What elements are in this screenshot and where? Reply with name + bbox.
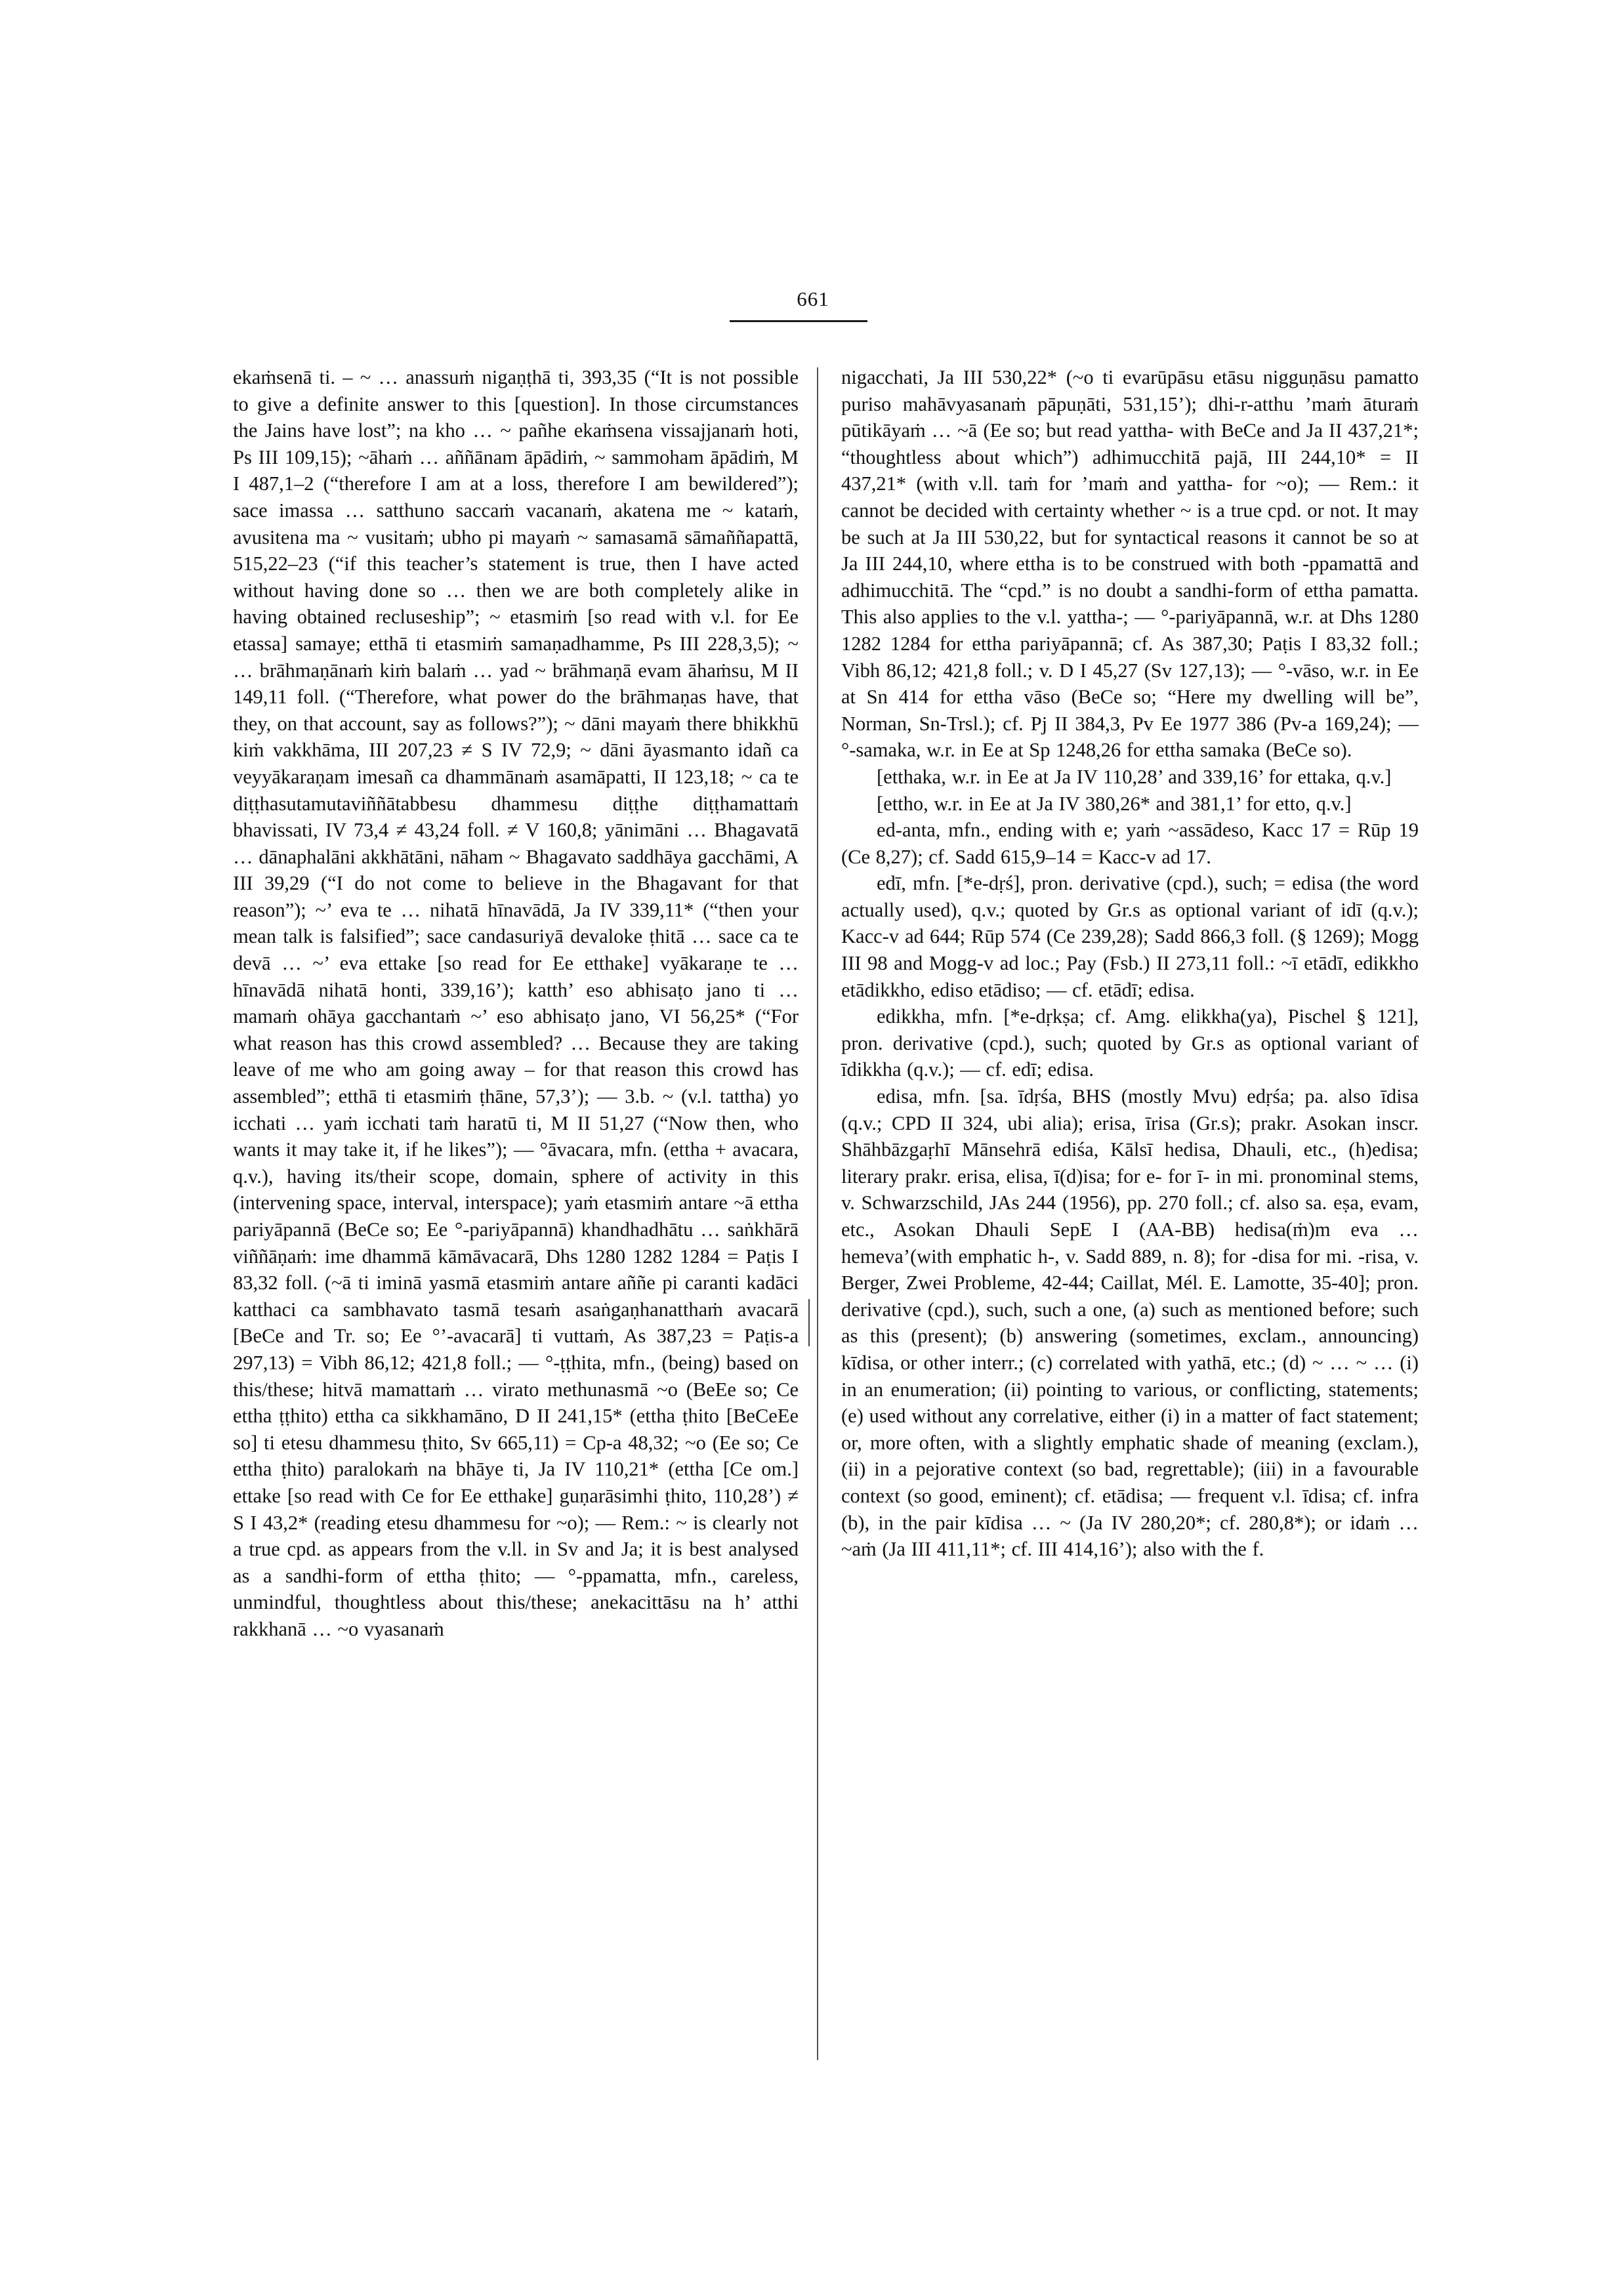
left-column-text: ekaṁsenā ti. – ~ … anassuṁ nigaṇṭhā ti, 393,35 (“It is not possible to give a definite answer to this [question]. In those circumstances the Jains have lost”; na kho … ~ pañhe ekaṁsena vissajjanaṁ hoti, Ps III 109,15); ~āhaṁ … aññānam āpādiṁ, ~ sammoham āpādiṁ, M I 487,1–2 (“therefore I am at a loss, therefore I am bewildered”); sace imassa … satthuno saccaṁ vacanaṁ, akatena me ~ kataṁ, avusitena ma ~ vusitaṁ; ubho pi mayaṁ ~ samasamā sāmaññapattā, 515,22–23 (“if this teacher’s statement is true, then I have acted without having done so … then we are both completely alike in having obtained recluseship”; ~ etasmiṁ [so read with v.l. for Ee etassa] samaye; etthā ti etasmiṁ samaṇadhamme, Ps III 228,3,5); ~ … brāhmaṇānaṁ kiṁ balaṁ … yad ~ brāhmaṇā evam āhaṁsu, M II 149,11 foll. (“Therefore, what power do the brāhmaṇas have, that they, on that account, say as follows?”); ~ dāni mayaṁ there bhikkhū kiṁ vakkhāma, III 207,23 ≠ S IV 72,9; ~ dāni āyasmanto idañ ca veyyākaraṇam imesañ ca dhammānaṁ asamāpatti, II 123,18; ~ ca te diṭṭhasutamutaviññātabbesu dhammesu diṭṭhe diṭṭhamattaṁ bhavissati, IV 73,4 ≠ 43,24 foll. ≠ V 160,8; yānimāni … Bhagavatā … dānaphalāni akkhātāni, nāham ~ Bhagavato saddhāya gacchāmi, A III 39,29 (“I do not come to believe in the Bhagavant for that reason”); ~’ eva te … nihatā hīnavādā, Ja IV 339,11* (“then your mean talk is falsified”; sace candasuriyā devaloke ṭhitā … sace ca te devā … ~’ eva ettake [so read for Ee etthake] vyākaraṇe te … hīnavādā nihatā honti, 339,16’); katth’ eso abhisaṭo jano ti … mamaṁ ohāya gacchantaṁ ~’ eso abhisaṭo jano, VI 56,25* (“For what reason has this crowd assembled? … Because they are taking leave of me who am going away – for that reason this crowd has assembled”; etthā ti etasmiṁ ṭhāne, 57,3’); — 3.b. ~ (v.l. tattha) yo icchati … yaṁ icchati taṁ haratū ti, M II 51,27 (“Now then, who wants it may take it, if he likes”); — °āvacara, mfn. (ettha + avacara, q.v.), having its/their scope, domain, sphere of activity in this (intervening space, interval, interspace); yaṁ etasmiṁ antare ~ā ettha pariyāpannā (BeCe so; Ee °-pariyāpannā) khandhadhātu … saṅkhārā viññāṇaṁ: ime dhammā kāmāvacarā, Dhs 1280 1282 1284 = Paṭis I 83,32 foll. (~ā ti iminā yasmā etasmiṁ antare aññe pi caranti kadāci katthaci ca sambhavato tasmā tesaṁ asaṅgaṇhanatthaṁ avacarā [BeCe and Tr. so; Ee °’-avacarā] ti vuttaṁ, As 387,23 = Paṭis-a 297,13) = Vibh 86,12; 421,8 foll.; — °-ṭṭhita, mfn., (being) based on this/these; hitvā mamattaṁ … virato methunasmā ~o (BeEe so; Ce ettha ṭṭhito) ettha ca sikkhamāno, D II 241,15* (ettha ṭhito [BeCeEe so] ti etesu dhammesu ṭhito, Sv 665,11) = Cp-a 48,32; ~o (Ee so; Ce ettha ṭhito) paralokaṁ na bhāye ti, Ja IV 110,21* (ettha [Ce om.] ettake [so read with Ce for Ee etthake] guṇarāsimhi ṭhito, 110,28’) ≠ S I 43,2* (reading etesu dhammesu for ~o); — Rem.: ~ is clearly not a true cpd. as appears from the v.ll. in Sv and Ja; it is best analysed as a sandhi-form of ettha ṭhito; — °-ppamatta, mfn., careless, unmindful, thoughtless about this/these; anekacittāsu na h’ atthi rakkhanā … ~o vyasanaṁ bbox=[233, 366, 799, 1640]
column-divider bbox=[817, 367, 818, 2060]
right-column bbox=[841, 364, 1419, 1563]
page-number: 661 bbox=[797, 287, 829, 310]
entry-ettho: [ettho, w.r. in Ee at Ja IV 380,26* and 381,1’ for etto, q.v.] bbox=[877, 792, 1352, 815]
entry-edikkha: edikkha, mfn. [*e-dṛkṣa; cf. Amg. elikkha(ya), Pischel § 121], pron. derivative (cpd.), such; quoted by Gr.s as optional variant of īdikkha (q.v.); — cf. edī; edisa. bbox=[841, 1005, 1419, 1081]
header-rule bbox=[730, 320, 867, 322]
left-column bbox=[233, 364, 799, 1643]
entry-ed-anta: ed-anta, mfn., ending with e; yaṁ ~assādeso, Kacc 17 = Rūp 19 (Ce 8,27); cf. Sadd 615,9–14 = Kacc-v ad 17. bbox=[841, 819, 1419, 868]
entry-ettha-continuation: nigacchati, Ja III 530,22* (~o ti evarūpāsu etāsu nigguṇāsu pamatto puriso mahāvyasanaṁ pāpuṇāti, 531,15’); dhi-r-atthu ’maṁ āturaṁ pūtikāyaṁ … ~ā (Ee so; but read yattha- with BeCe and Ja II 437,21*; “thoughtless about which”) adhimucchitā pajā, III 244,10* = II 437,21* (with v.ll. taṁ for ’maṁ and yattha- for ~o); — Rem.: it cannot be decided with certainty whether ~ is a true cpd. or not. It may be such at Ja III 530,22, but for syntactical reasons it cannot be so at Ja III 244,10, where ettha is to be construed with both -ppamattā and adhimucchitā. The “cpd.” is no doubt a sandhi-form of ettha pamatta. This also applies to the v.l. yattha-; — °-pariyāpannā, w.r. at Dhs 1280 1282 1284 for ettha pariyāpannā; cf. As 387,30; Paṭis I 83,32 foll.; Vibh 86,12; 421,8 foll.; v. D I 45,27 (Sv 127,13); — °-vāso, w.r. in Ee at Sn 414 for ettha vāso (BeCe so; “Here my dwelling will be”, Norman, Sn-Trsl.); cf. Pj II 384,3, Pv Ee 1977 386 (Pv-a 169,24); — °-samaka, w.r. in Ee at Sp 1248,26 for ettha samaka (BeCe so). bbox=[841, 366, 1419, 762]
entry-edisa: edisa, mfn. [sa. īdṛśa, BHS (mostly Mvu) edṛśa; pa. also īdisa (q.v.; CPD II 324, ubi alia); erisa, īrisa (Gr.s); prakr. Asokan inscr. Shāhbāzgaṛhī Mānsehrā ediśa, Kālsī hedisa, Dhauli, etc., (h)edisa; literary prakr. erisa, elisa, ī(d)isa; for e- for ī- in mi. pronominal stems, v. Schwarzschild, JAs 244 (1956), pp. 270 foll.; cf. also sa. eṣa, evam, etc., Asokan Dhauli SepE I (AA-BB) hedisa(ṁ)m eva … hemeva’(with emphatic h-, v. Sadd 889, n. 8); for -disa for mi. -risa, v. Berger, Zwei Probleme, 42-44; Caillat, Mél. E. Lamotte, 35-40]; pron. derivative (cpd.), such, such a one, (a) such as mentioned before; such as this (present); (b) answering (sometimes, exclam., announcing) kīdisa, or other interr.; (c) correlated with yathā, etc.; (d) ~ … ~ … (i) in an enumeration; (ii) pointing to various, or conflicting, statements; (e) used without any correlative, either (i) in a matter of fact statement; or, more often, with a slightly emphatic shade of meaning (exclam.), (ii) in a pejorative context (so bad, regrettable); (iii) in a favourable context (so good, eminent); cf. etādisa; — frequent v.l. īdisa; cf. infra (b), in the pair kīdisa … ~ (Ja IV 280,20*; cf. 280,8*); or idaṁ … ~aṁ (Ja III 411,11*; cf. III 414,16’); also with the f. bbox=[841, 1085, 1419, 1561]
entry-etthaka: [etthaka, w.r. in Ee at Ja IV 110,28’ and 339,16’ for ettaka, q.v.] bbox=[877, 765, 1392, 788]
margin-mark bbox=[808, 1299, 810, 1346]
entry-edi: edī, mfn. [*e-dṛś], pron. derivative (cpd.), such; = edisa (the word actually used), q.v.; quoted by Gr.s as optional variant of idī (q.v.); Kacc-v ad 644; Rūp 574 (Ce 239,28); Sadd 866,3 foll. (§ 1269); Mogg III 98 and Mogg-v ad loc.; Pay (Fsb.) II 273,11 foll.: ~ī etādī, edikkho etādikkho, ediso etādiso; — cf. etādī; edisa. bbox=[841, 872, 1419, 1001]
